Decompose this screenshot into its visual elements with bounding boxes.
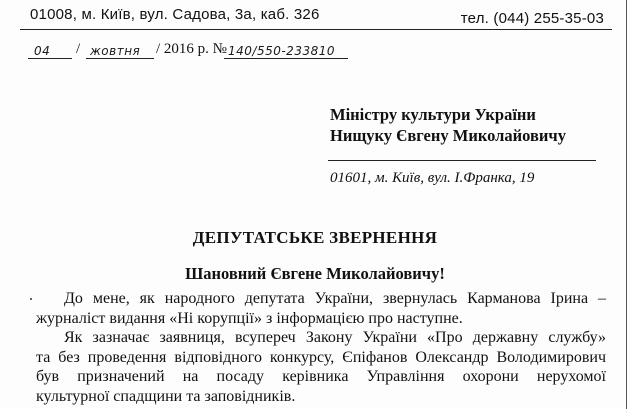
registration-number: 140/550-233810	[228, 44, 335, 58]
body-line: журналіст видання «Ні корупції» з інформацією про наступне.	[36, 309, 463, 327]
addressee-block	[330, 104, 566, 146]
body-line: та без проведення відповідного конкурсу, Єпіфанов Олександр Володимирович	[36, 348, 606, 366]
letter-body	[36, 289, 606, 406]
letterhead-phone: тел. (044) 255-35-03	[460, 10, 604, 27]
letterhead-divider	[20, 29, 612, 30]
document-title: ДЕПУТАТСЬКЕ ЗВЕРНЕННЯ	[192, 228, 438, 247]
letterhead	[20, 2, 612, 27]
registration-slash: /	[76, 41, 81, 57]
registration-day: 04	[34, 44, 51, 58]
body-line: культурної спадщини та заповідників.	[36, 387, 296, 405]
body-line: Як зазначає заявниця, всупереч Закону України «Про державну службу»	[64, 329, 606, 346]
registration-month: жовтня	[90, 44, 141, 58]
addressee-divider	[328, 160, 596, 161]
letterhead-address: 01008, м. Київ, вул. Садова, 3а, каб. 326	[30, 6, 320, 23]
salutation: Шановний Євгене Миколайовичу!	[185, 264, 445, 283]
body-line: До мене, як народного депутата України, звернулась Карманова Ірина –	[64, 290, 606, 307]
registration-year: / 2016 р. №	[156, 41, 227, 57]
addressee-address: 01601, м. Київ, вул. І.Франка, 19	[330, 170, 535, 186]
scan-speck	[30, 298, 32, 300]
body-line: був призначений на посаду керівника Управління охорони нерухомої	[36, 368, 606, 385]
registration-line	[28, 38, 588, 62]
scan-edge	[626, 0, 627, 409]
addressee-name: Нищуку Євгену Миколайовичу	[330, 126, 566, 145]
addressee-title: Міністру культури України	[330, 105, 536, 124]
